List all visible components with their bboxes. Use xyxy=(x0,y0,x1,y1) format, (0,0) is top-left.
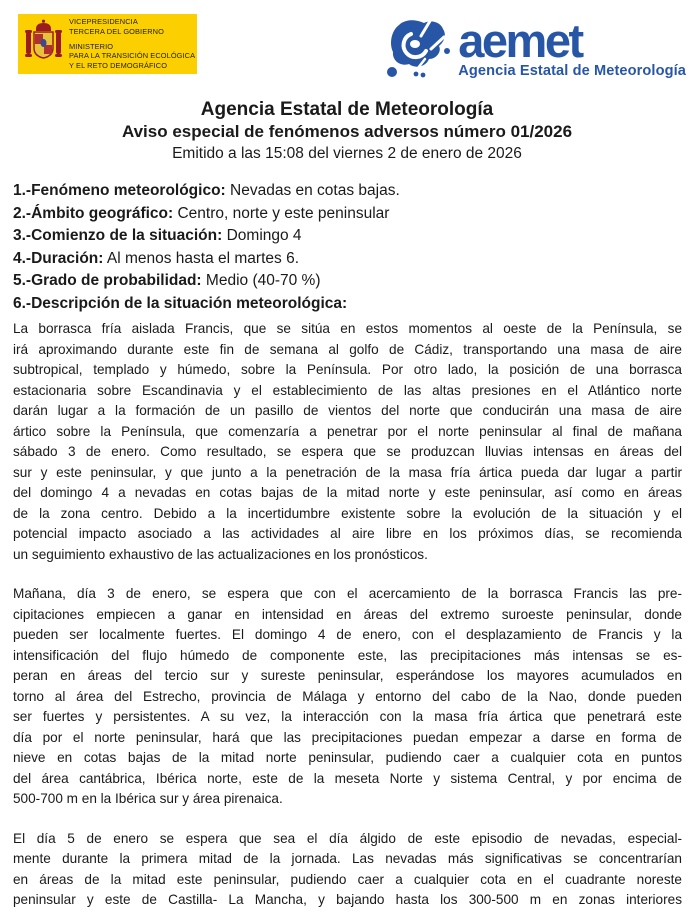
paragraph-line: estacionaria sobre Escandinavia y el establecimiento de las altas presiones en el Atlántico norte xyxy=(13,382,682,398)
page-title: Agencia Estatal de Meteorología xyxy=(200,99,494,120)
paragraph-line: de la zona centro. Debido a la incertidumbre existente sobre la evolución de la situación y el xyxy=(13,505,682,521)
bulletin-item-label: 5.-Grado de probabilidad: xyxy=(13,272,202,289)
paragraph-line: un seguimiento exhaustivo de las actualizaciones en los pronósticos. xyxy=(13,546,428,562)
aemet-logo-subtitle: Agencia Estatal de Meteorología xyxy=(458,63,686,80)
gov-line: MINISTERIO xyxy=(69,41,114,51)
aemet-logo-text xyxy=(458,13,686,80)
bulletin-subtitle: Aviso especial de fenómenos adversos número 01/2026 xyxy=(121,122,573,141)
paragraph-line: 500-700 m en la Ibérica sur y área pirenaica. xyxy=(13,791,283,806)
bulletin-item: 2.-Ámbito geográfico: Centro, norte y este peninsular xyxy=(13,204,390,222)
paragraph-line: La borrasca fría aislada Francis, que se sitúa en estos momentos al oeste de la Península, se xyxy=(13,321,682,336)
bulletin-content xyxy=(13,180,682,911)
paragraph-line: torno al área del Estrecho, provincia de Málaga y entorno del cabo de la Nao, donde pueden xyxy=(13,688,682,704)
paragraph-line: intensificación del flujo húmedo de componente este, las precipitaciones más intensas se es- xyxy=(13,647,682,663)
paragraph-line: del domingo 4 a nevadas en cotas bajas de la mitad norte y este peninsular, así como en áreas xyxy=(13,485,682,500)
bulletin-item-label: 1.-Fenómeno meteorológico: xyxy=(13,182,226,199)
paragraph-line: pueden ser localmente fuertes. El domingo 4 de enero, con el desplazamiento de Francis y la xyxy=(13,627,682,642)
bulletin-item-label: 2.-Ámbito geográfico: xyxy=(13,204,174,222)
paragraph-line: irá aproximando durante este fin de semana al golfo de Cádiz, transportando una masa de aire xyxy=(13,341,682,357)
paragraph-line: mente durante la primera mitad de la jornada. Las nevadas más significativas se concentrarían xyxy=(13,851,682,866)
gov-logo xyxy=(18,14,197,74)
title-block xyxy=(0,98,694,164)
bulletin-description xyxy=(13,319,682,911)
issued-line: Emitido a las 15:08 del viernes 2 de enero de 2026 xyxy=(172,145,522,162)
paragraph-line: sur y este peninsular, y que junto a la penetración de la masa fría ártica pueda dar lugar a partir xyxy=(13,464,682,480)
bulletin-item-label: 3.-Comienzo de la situación: xyxy=(13,227,223,244)
paragraph-line: subtropical, templado y húmedo, sobre la Península. Por otro lado, la posición de una borrasca xyxy=(13,362,682,377)
paragraph-line: ártico sobre la Península, que comenzaría a penetrar por el norte peninsular al final de mañana xyxy=(13,423,682,439)
gov-line: PARA LA TRANSICIÓN ECOLÓGICA xyxy=(69,51,196,61)
paragraph-line: día por el norte peninsular, hará que las precipitaciones puedan empezar a darse en forma de xyxy=(13,729,682,745)
gov-logo-text xyxy=(69,17,195,70)
paragraph-line: Mañana, día 3 de enero, se espera que con el acercamiento de la borrasca Francis las pre- xyxy=(13,586,682,601)
gov-line: TERCERA DEL GOBIERNO xyxy=(69,27,164,37)
bulletin-item: 3.-Comienzo de la situación: Domingo 4 xyxy=(13,227,302,244)
paragraph xyxy=(13,829,682,911)
aemet-logo xyxy=(385,13,686,83)
paragraph-line: peninsular y este de Castilla- La Mancha, y bajando hasta los 300-500 m en zonas interiores xyxy=(13,892,682,907)
paragraph-line: darán lugar a la formación de un pasillo de vientos del norte que conducirán una masa de aire xyxy=(13,403,682,418)
paragraph-line: potencial impacto asociado a las actividades al aire libre en los próximos días, se recomienda xyxy=(13,526,682,541)
page-header xyxy=(0,0,694,80)
aemet-wordmark: aemet xyxy=(458,13,582,67)
paragraph-line: sábado 3 de enero. Como resultado, se espera que se produzcan lluvias intensas en áreas del xyxy=(13,444,682,459)
paragraph-line: cipitaciones empiecen a ganar en intensidad en áreas del extremo suroeste peninsular, donde xyxy=(13,606,682,622)
spain-coat-of-arms-icon xyxy=(25,19,62,69)
paragraph-line: nieve en cotas bajas de la mitad norte peninsular, pudiendo caer a cualquier cota en puntos xyxy=(13,750,682,765)
bulletin-item: 5.-Grado de probabilidad: Medio (40-70 %) xyxy=(13,272,321,289)
paragraph-line: en áreas de la mitad este peninsular, pudiendo caer a cualquier cota en el cuadrante noreste xyxy=(13,871,682,887)
paragraph-line: del área cantábrica, Ibérica norte, este de la meseta Norte y sistema Central, y por encima de xyxy=(13,770,682,786)
bulletin-item: 1.-Fenómeno meteorológico: Nevadas en cotas bajas. xyxy=(13,182,400,199)
paragraph xyxy=(13,584,682,810)
bulletin-item xyxy=(13,293,682,316)
bulletin-item-label: 4.-Duración: xyxy=(13,249,104,267)
gov-line: VICEPRESIDENCIA xyxy=(69,17,138,27)
bulletin-item-label: 6.-Descripción de la situación meteorológica: xyxy=(13,294,348,312)
bulletin-items xyxy=(13,180,682,315)
paragraph-line: peran en áreas del tercio sur y sureste peninsular, esperándose los mayores acumulados en xyxy=(13,668,682,683)
paragraph-line: El día 5 de enero se espera que sea el día álgido de este episodio de nevadas, especial- xyxy=(13,830,682,846)
aemet-map-icon xyxy=(385,16,451,83)
gov-line: Y EL RETO DEMOGRÁFICO xyxy=(69,60,168,70)
paragraph-line: ser fuertes y persistentes. A su vez, la interacción con la masa fría ártica que penetrará este xyxy=(13,709,682,724)
paragraph xyxy=(13,319,682,565)
bulletin-item: 4.-Duración: Al menos hasta el martes 6. xyxy=(13,249,300,267)
